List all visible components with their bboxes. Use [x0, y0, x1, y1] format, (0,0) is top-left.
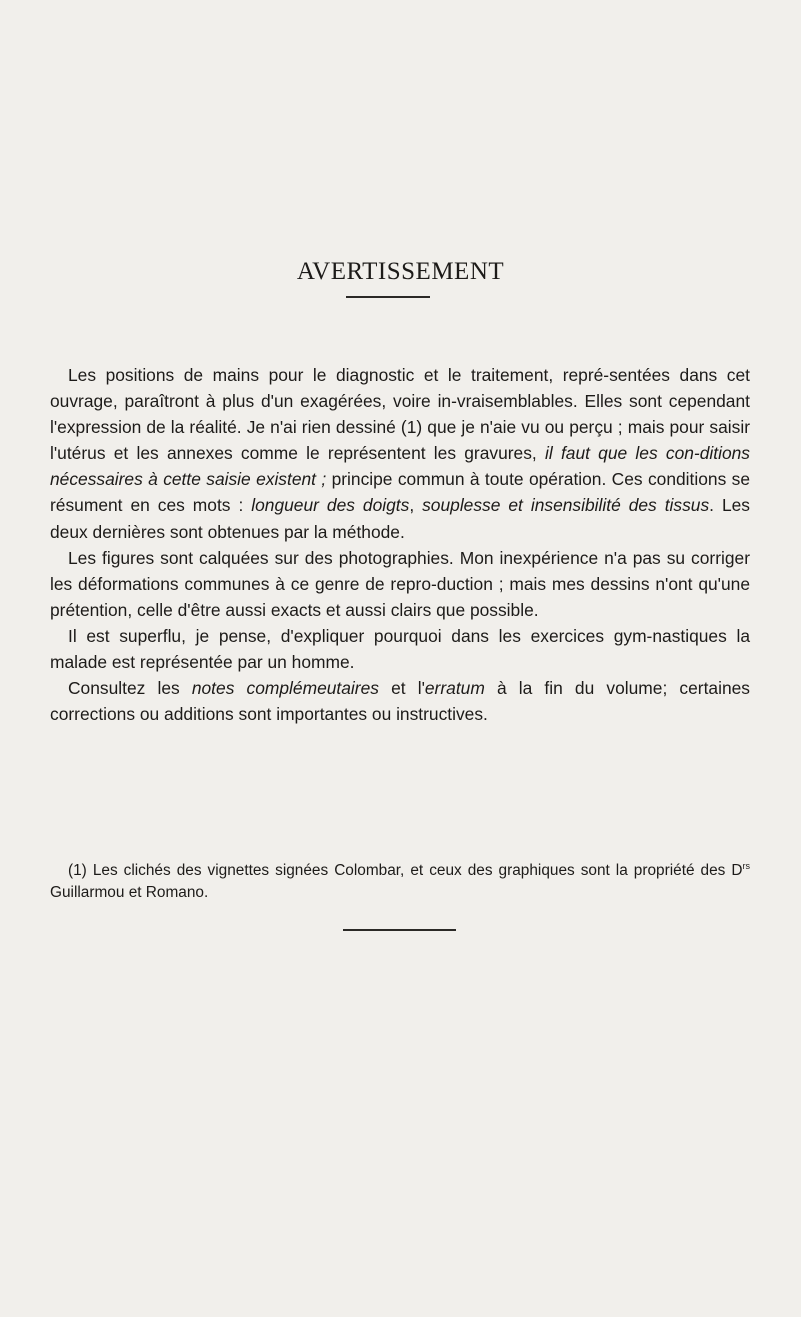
p1-italic-souplesse: souplesse et insensibilité des tissus	[422, 495, 710, 516]
end-divider	[343, 929, 456, 931]
p1-text-c: principe commun à toute opération. Ces conditions se résument en ces mots :	[50, 469, 750, 516]
paragraph-3: Il est superflu, je pense, d'expliquer pourquoi dans les exercices gym-nastiques la malade est représentée par un homme.	[50, 625, 750, 673]
footnote-sup: rs	[742, 861, 750, 871]
footnote-text	[50, 860, 750, 904]
p4-italic-notes: notes complémeutaires	[191, 678, 379, 699]
p1-text-a: Les positions de mains pour le diagnostic et le traitement, repré-sentées dans cet ouvrage, paraîtront à plus d'un exagérées, voire in-vraisemblables. Elles sont cependant l'expression de la réalité. Je n'ai rien dessiné (1) que je n'aie vu ou perçu ; mais pour saisir l'utérus et les annexes comme le représentent les gravures,	[50, 365, 750, 464]
p1-text-e: ,	[409, 495, 423, 516]
p4-italic-erratum: erratum	[424, 678, 485, 699]
page-title: AVERTISSEMENT	[296, 258, 505, 285]
paragraph-1	[50, 362, 750, 545]
p4-text-a: Consultez les	[68, 678, 192, 699]
paragraph-2: Les figures sont calquées sur des photographies. Mon inexpérience n'a pas su corriger les déformations communes à ce genre de repro-duction ; mais mes dessins n'ont qu'une prétention, celle d'être aussi exacts et aussi clairs que possible.	[50, 547, 750, 620]
footnote-text-a: (1) Les clichés des vignettes signées Colombar, et ceux des graphiques sont la propriété des D	[68, 862, 743, 879]
p4-text-c: et l'	[378, 678, 425, 699]
title-divider	[346, 296, 430, 298]
p1-italic-longueur: longueur des doigts	[251, 495, 410, 516]
paragraph-4	[50, 675, 750, 727]
body-text	[50, 362, 750, 727]
p1-italic-conditions: il faut que les con-ditions nécessaires à cette saisie existent ;	[50, 443, 750, 490]
p4-text-e: à la fin du volume; certaines corrections ou additions sont importantes ou instructives.	[50, 678, 750, 725]
p1-text-g: . Les deux dernières sont obtenues par la méthode.	[50, 495, 751, 542]
footnote	[50, 860, 750, 904]
footnote-text-b: Guillarmou et Romano.	[50, 884, 209, 901]
